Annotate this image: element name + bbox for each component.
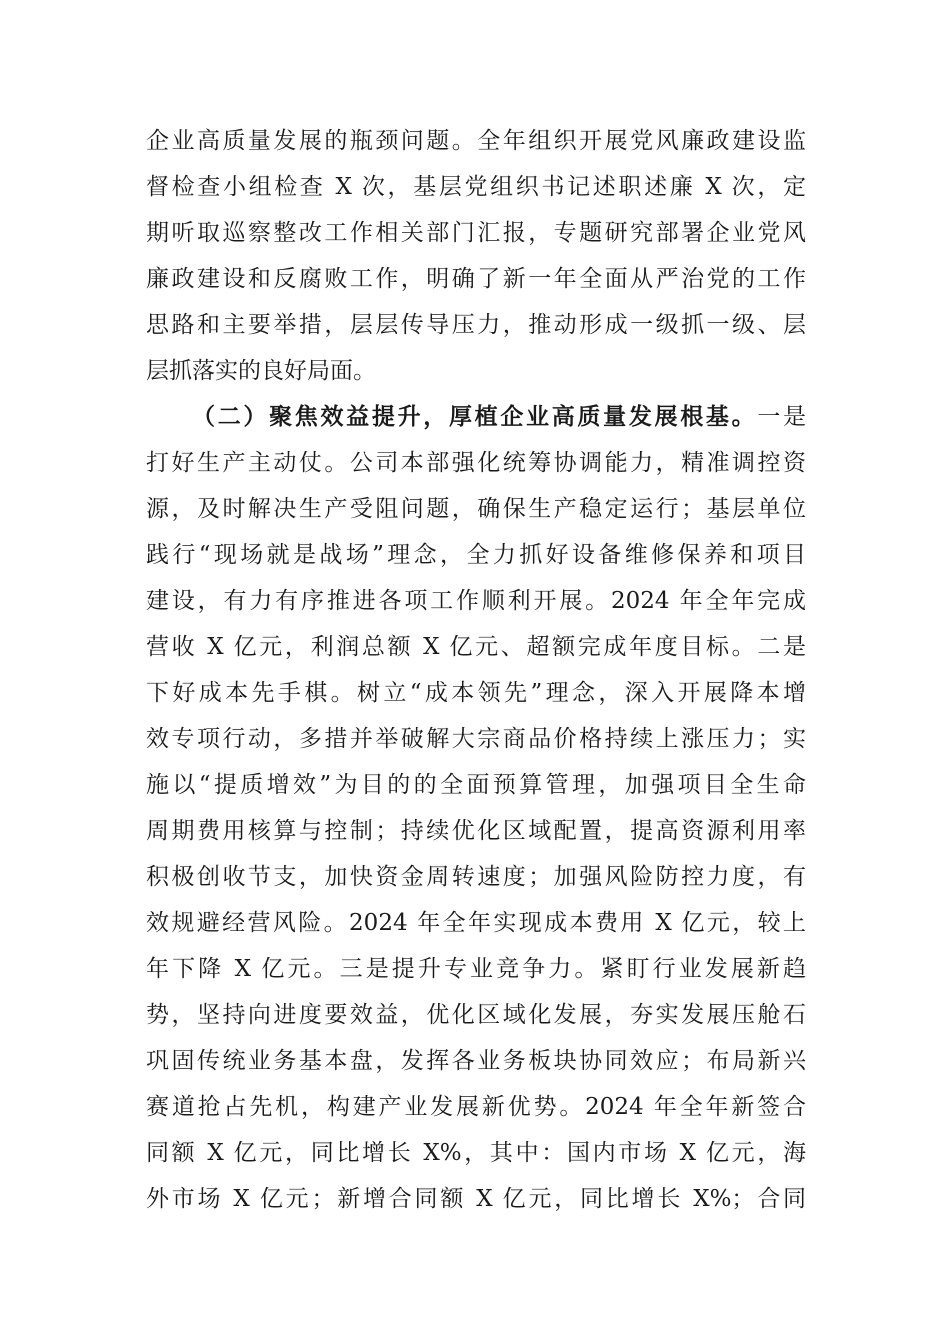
text-line: 打好生产主动仗。公司本部强化统筹协调能力，精准调控资 bbox=[146, 450, 806, 476]
text-line: 期听取巡察整改工作相关部门汇报，专题研究部署企业党风 bbox=[146, 220, 806, 246]
text-line: 周期费用核算与控制；持续优化区域配置，提高资源利用率 bbox=[146, 818, 806, 844]
text-line: 源，及时解决生产受阻问题，确保生产稳定运行；基层单位 bbox=[146, 496, 806, 522]
text-line: 赛道抢占先机，构建产业发展新优势。2024 年全年新签合 bbox=[146, 1094, 806, 1120]
text-line: 同额 X 亿元，同比增长 X%，其中：国内市场 X 亿元，海 bbox=[146, 1140, 806, 1166]
body-text bbox=[146, 118, 806, 1222]
text-line: 建设，有力有序推进各项工作顺利开展。2024 年全年完成 bbox=[146, 588, 806, 614]
text-line: 效规避经营风险。2024 年全年实现成本费用 X 亿元，较上 bbox=[146, 910, 806, 936]
text-line: 思路和主要举措，层层传导压力，推动形成一级抓一级、层 bbox=[146, 312, 806, 338]
text-line: 效专项行动，多措并举破解大宗商品价格持续上涨压力；实 bbox=[146, 726, 806, 752]
text-line: 巩固传统业务基本盘，发挥各业务板块协同效应；布局新兴 bbox=[146, 1048, 806, 1074]
heading-continuation: 一是 bbox=[757, 404, 807, 430]
text-line: 营收 X 亿元，利润总额 X 亿元、超额完成年度目标。二是 bbox=[146, 634, 806, 660]
text-line: 下好成本先手棋。树立“成本领先”理念，深入开展降本增 bbox=[146, 680, 806, 706]
text-line: 势，坚持向进度要效益，优化区域化发展，夯实发展压舱石 bbox=[146, 1002, 806, 1028]
section-heading: （二）聚焦效益提升，厚植企业高质量发展根基。 bbox=[192, 403, 758, 430]
text-line: 外市场 X 亿元；新增合同额 X 亿元，同比增长 X%；合同 bbox=[146, 1186, 806, 1212]
text-line: 年下降 X 亿元。三是提升专业竞争力。紧盯行业发展新趋 bbox=[146, 956, 806, 982]
text-line: 企业高质量发展的瓶颈问题。全年组织开展党风廉政建设监 bbox=[146, 128, 806, 154]
text-line: 积极创收节支，加快资金周转速度；加强风险防控力度，有 bbox=[146, 864, 806, 890]
text-line: 践行“现场就是战场”理念，全力抓好设备维修保养和项目 bbox=[146, 542, 806, 568]
text-line: 督检查小组检查 X 次，基层党组织书记述职述廉 X 次，定 bbox=[146, 174, 806, 200]
text-line: 廉政建设和反腐败工作，明确了新一年全面从严治党的工作 bbox=[146, 266, 806, 292]
text-line: 层抓落实的良好局面。 bbox=[146, 358, 376, 384]
section-heading-line bbox=[146, 394, 806, 440]
text-line: 施以“提质增效”为目的的全面预算管理，加强项目全生命 bbox=[146, 772, 806, 798]
